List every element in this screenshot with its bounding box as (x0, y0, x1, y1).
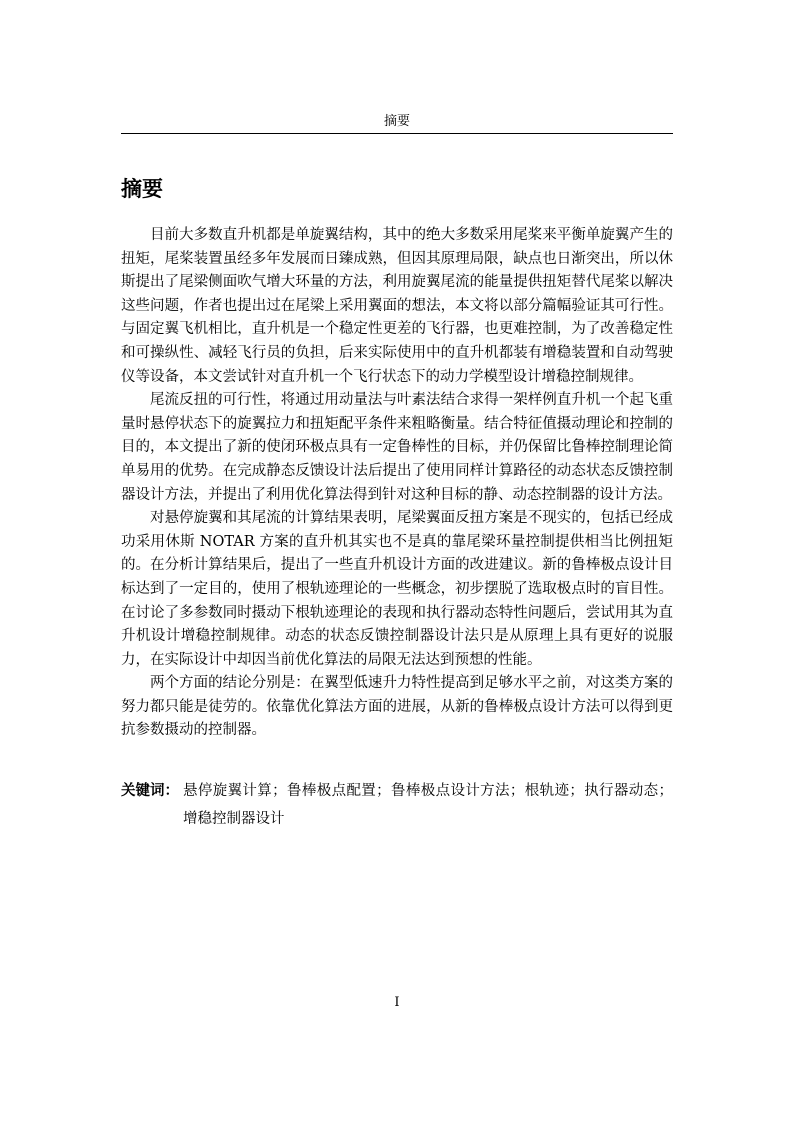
keywords-label: 关键词： (121, 783, 179, 799)
abstract-body (121, 224, 673, 743)
page-title: 摘要 (121, 177, 163, 201)
paragraph-3: 对悬停旋翼和其尾流的计算结果表明，尾梁翼面反扭方案是不现实的，包括已经成功采用休斯 NOTAR 方案的直升机其实也不是真的靠尾梁环量控制提供相当比例扭矩的。在分析计算结果后，提出了一些直升机设计方面的改进建议。新的鲁棒极点设计目标达到了一定目的，使用了根轨迹理论的一些概念，初步摆脱了选取极点时的盲目性。在讨论了多参数同时摄动下根轨迹理论的表现和执行器动态特性问题后，尝试用其为直升机设计增稳控制规律。动态的状态反馈控制器设计法只是从原理上具有更好的说服力，在实际设计中却因当前优化算法的局限无法达到预想的性能。 (121, 510, 673, 668)
paragraph-2: 尾流反扭的可行性，将通过用动量法与叶素法结合求得一架样例直升机一个起飞重量时悬停状态下的旋翼拉力和扭矩配平条件来粗略衡量。结合特征值摄动理论和控制的目的，本文提出了新的使闭环极点具有一定鲁棒性的目标，并仍保留比鲁棒控制理论简单易用的优势。在完成静态反馈设计法后提出了使用同样计算路径的动态状态反馈控制器设计方法，并提出了利用优化算法得到针对这种目标的静、动态控制器的设计方法。 (121, 392, 673, 503)
keywords-block (121, 777, 673, 833)
paragraph-4: 两个方面的结论分别是：在翼型低速升力特性提高到足够水平之前，对这类方案的努力都只能是徒劳的。依靠优化算法方面的进展，从新的鲁棒极点设计方法可以得到更抗参数摄动的控制器。 (121, 675, 673, 739)
running-header: 摘要 (383, 114, 410, 129)
page-number: I (394, 995, 400, 1010)
keywords-text: 悬停旋翼计算；鲁棒极点配置；鲁棒极点设计方法；根轨迹；执行器动态；增稳控制器设计 (183, 783, 673, 827)
paragraph-1: 目前大多数直升机都是单旋翼结构，其中的绝大多数采用尾桨来平衡单旋翼产生的扭矩，尾桨装置虽经多年发展而日臻成熟，但因其原理局限，缺点也日渐突出，所以休斯提出了尾梁侧面吹气增大环量的方法，利用旋翼尾流的能量提供扭矩替代尾桨以解决这些问题，作者也提出过在尾梁上采用翼面的想法，本文将以部分篇幅验证其可行性。与固定翼飞机相比，直升机是一个稳定性更差的飞行器，也更难控制，为了改善稳定性和可操纵性、减轻飞行员的负担，后来实际使用中的直升机都装有增稳装置和自动驾驶仪等设备，本文尝试针对直升机一个飞行状态下的动力学模型设计增稳控制规律。 (121, 227, 673, 385)
header-rule (121, 133, 673, 134)
